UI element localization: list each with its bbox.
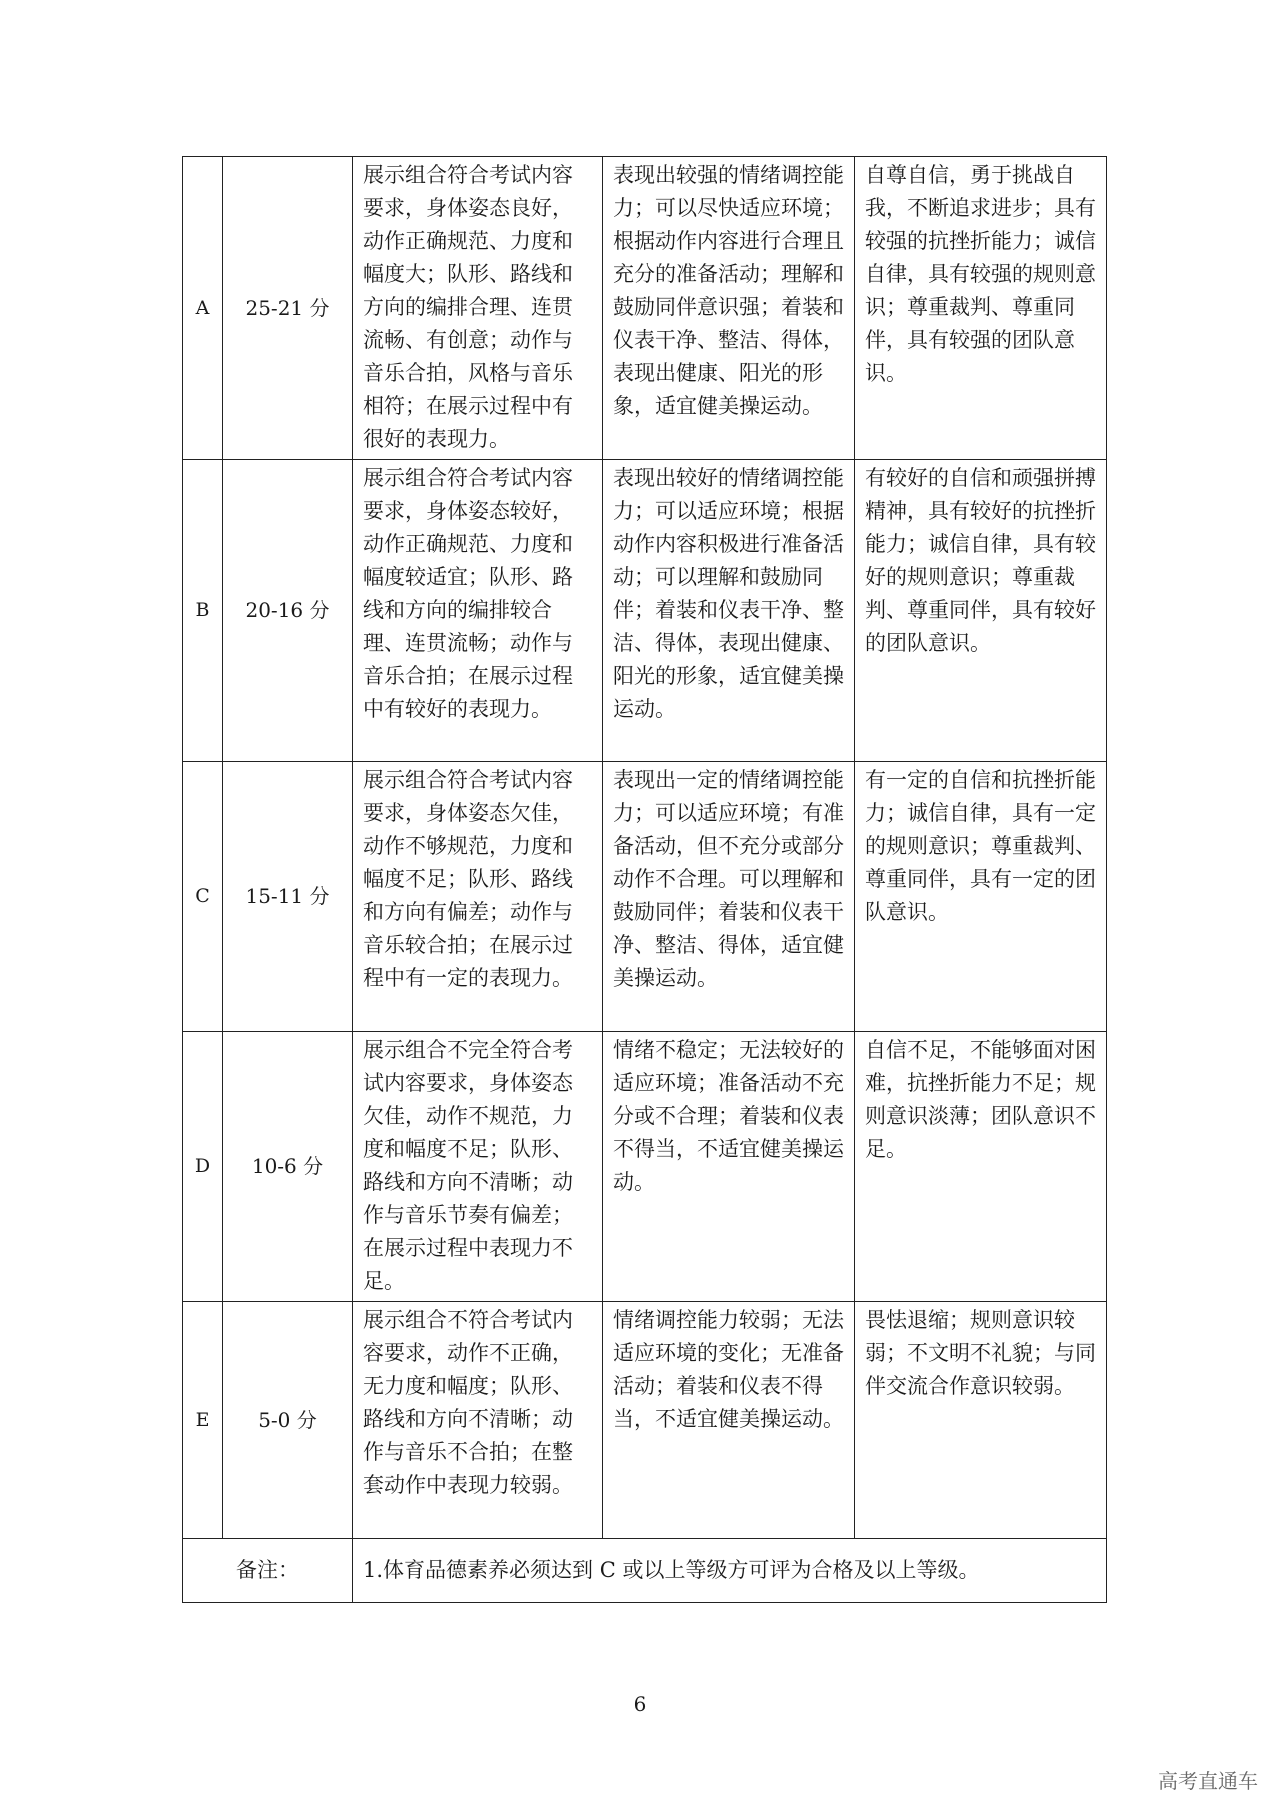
character-cell: 有一定的自信和抗挫折能力；诚信自律，具有一定的规则意识；尊重裁判、尊重同伴，具有一定的团队意识。	[855, 762, 1107, 1032]
attitude-cell: 表现出较强的情绪调控能力；可以尽快适应环境；根据动作内容进行合理且充分的准备活动；理解和鼓励同伴意识强；着装和仪表干净、整洁、得体，表现出健康、阳光的形象，适宜健美操运动。	[603, 157, 855, 460]
score-cell: 25-21 分	[223, 157, 353, 460]
attitude-cell: 情绪调控能力较弱；无法适应环境的变化；无准备活动；着装和仪表不得当，不适宜健美操运动。	[603, 1302, 855, 1539]
score-cell: 10-6 分	[223, 1032, 353, 1302]
note-label: 备注：	[183, 1539, 353, 1603]
character-cell: 有较好的自信和顽强拼搏精神，具有较好的抗挫折能力；诚信自律，具有较好的规则意识；尊重裁判、尊重同伴，具有较好的团队意识。	[855, 460, 1107, 762]
watermark-text: 高考直通车	[1158, 1769, 1258, 1793]
page-number: 6	[633, 1692, 647, 1716]
attitude-cell: 表现出一定的情绪调控能力；可以适应环境；有准备活动，但不充分或部分动作不合理。可以理解和鼓励同伴；着装和仪表干净、整洁、得体，适宜健美操运动。	[603, 762, 855, 1032]
grade-cell: D	[183, 1032, 223, 1302]
skills-cell: 展示组合符合考试内容要求，身体姿态良好，动作正确规范、力度和幅度大；队形、路线和方向的编排合理、连贯流畅、有创意；动作与音乐合拍，风格与音乐相符；在展示过程中有很好的表现力。	[353, 157, 603, 460]
grade-cell: B	[183, 460, 223, 762]
skills-cell: 展示组合不完全符合考试内容要求，身体姿态欠佳，动作不规范，力度和幅度不足；队形、路线和方向不清晰；动作与音乐节奏有偏差；在展示过程中表现力不足。	[353, 1032, 603, 1302]
attitude-cell: 情绪不稳定；无法较好的适应环境；准备活动不充分或不合理；着装和仪表不得当，不适宜健美操运动。	[603, 1032, 855, 1302]
grade-cell: A	[183, 157, 223, 460]
score-cell: 20-16 分	[223, 460, 353, 762]
table-row	[183, 157, 1107, 460]
skills-cell: 展示组合符合考试内容要求，身体姿态欠佳，动作不够规范，力度和幅度不足；队形、路线和方向有偏差；动作与音乐较合拍；在展示过程中有一定的表现力。	[353, 762, 603, 1032]
grading-table	[182, 156, 1107, 1603]
score-cell: 15-11 分	[223, 762, 353, 1032]
skills-cell: 展示组合不符合考试内容要求，动作不正确，无力度和幅度；队形、路线和方向不清晰；动作与音乐不合拍；在整套动作中表现力较弱。	[353, 1302, 603, 1539]
attitude-cell: 表现出较好的情绪调控能力；可以适应环境；根据动作内容积极进行准备活动；可以理解和鼓励同伴；着装和仪表干净、整洁、得体，表现出健康、阳光的形象，适宜健美操运动。	[603, 460, 855, 762]
character-cell: 畏怯退缩；规则意识较弱；不文明不礼貌；与同伴交流合作意识较弱。	[855, 1302, 1107, 1539]
table-row	[183, 1032, 1107, 1302]
note-row	[183, 1539, 1107, 1603]
skills-cell: 展示组合符合考试内容要求，身体姿态较好，动作正确规范、力度和幅度较适宜；队形、路线和方向的编排较合理、连贯流畅；动作与音乐合拍；在展示过程中有较好的表现力。	[353, 460, 603, 762]
grading-table-body	[183, 157, 1107, 1603]
character-cell: 自尊自信，勇于挑战自我，不断追求进步；具有较强的抗挫折能力；诚信自律，具有较强的规则意识；尊重裁判、尊重同伴，具有较强的团队意识。	[855, 157, 1107, 460]
character-cell: 自信不足，不能够面对困难，抗挫折能力不足；规则意识淡薄；团队意识不足。	[855, 1032, 1107, 1302]
note-text: 1.体育品德素养必须达到 C 或以上等级方可评为合格及以上等级。	[353, 1539, 1107, 1603]
table-row	[183, 762, 1107, 1032]
table-row	[183, 460, 1107, 762]
grade-cell: C	[183, 762, 223, 1032]
score-cell: 5-0 分	[223, 1302, 353, 1539]
table-row	[183, 1302, 1107, 1539]
grade-cell: E	[183, 1302, 223, 1539]
